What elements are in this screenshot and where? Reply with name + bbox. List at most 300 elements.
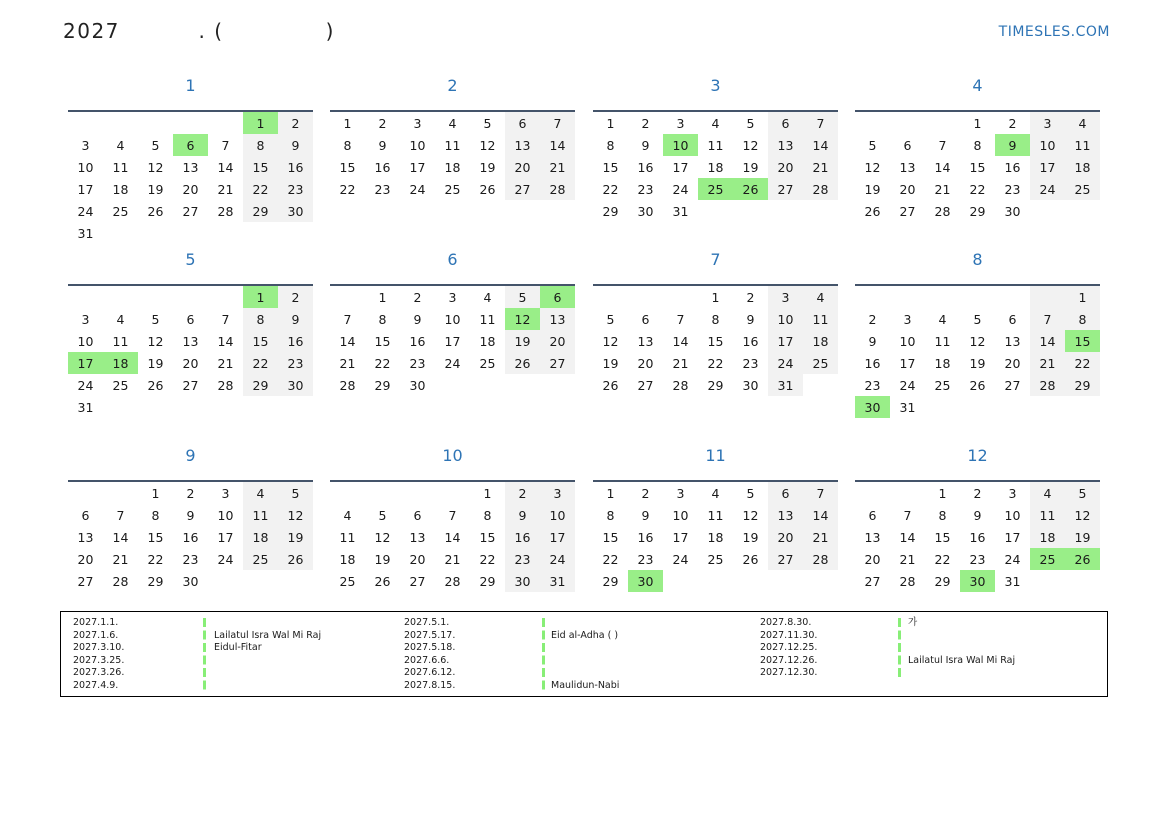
day-cell: 8: [938, 507, 947, 523]
empty-cell: [208, 111, 243, 134]
week-row: [68, 570, 313, 592]
day-cell: 2: [868, 311, 877, 327]
day-cell: 17: [672, 529, 689, 545]
day-cell: 3: [676, 485, 685, 501]
legend-names-col-3: [908, 617, 1015, 680]
empty-cell: [138, 111, 173, 134]
day-cell: 27: [77, 573, 94, 589]
day-cell: 25: [112, 203, 129, 219]
day-cell: 9: [505, 504, 540, 526]
month-block: [330, 76, 575, 200]
week-row: [593, 111, 838, 134]
day-cell: 11: [803, 308, 838, 330]
day-cell: 6: [173, 134, 208, 156]
day-cell: 4: [711, 115, 720, 131]
day-cell: 16: [505, 526, 540, 548]
day-cell: 10: [217, 507, 234, 523]
day-cell: 24: [217, 551, 234, 567]
day-cell: 1: [243, 111, 278, 134]
legend-name: [551, 642, 619, 655]
empty-cell: [365, 481, 400, 504]
day-cell: 12: [742, 507, 759, 523]
empty-cell: [138, 285, 173, 308]
day-cell: 25: [444, 181, 461, 197]
week-row: [68, 134, 313, 156]
day-cell: 20: [77, 551, 94, 567]
day-cell: 19: [969, 355, 986, 371]
day-cell: 24: [1030, 178, 1065, 200]
month-name: 8: [972, 250, 983, 269]
day-cell: 27: [768, 548, 803, 570]
day-cell: 5: [378, 507, 387, 523]
day-cell: 15: [479, 529, 496, 545]
week-row: [330, 285, 575, 308]
day-cell: 15: [969, 159, 986, 175]
day-cell: 9: [186, 507, 195, 523]
day-cell: 13: [637, 333, 654, 349]
legend-date: 2027.1.1.: [73, 617, 119, 628]
day-cell: 22: [1065, 352, 1100, 374]
month-name: 1: [185, 76, 196, 95]
day-cell: 17: [217, 529, 234, 545]
day-cell: 2: [641, 115, 650, 131]
month-name: 10: [442, 446, 463, 465]
day-cell: 28: [934, 203, 951, 219]
month-block: [68, 446, 313, 592]
month-block: [593, 76, 838, 222]
day-cell: 18: [1065, 156, 1100, 178]
day-cell: 9: [868, 333, 877, 349]
legend-date: 2027.3.26.: [73, 667, 125, 678]
day-cell: 5: [1065, 481, 1100, 504]
month-block: [68, 76, 313, 244]
day-cell: 23: [637, 551, 654, 567]
day-cell: 20: [182, 181, 199, 197]
empty-cell: [208, 222, 243, 244]
empty-cell: [995, 285, 1030, 308]
day-cell: 27: [505, 178, 540, 200]
day-cell: 16: [409, 333, 426, 349]
day-cell: 15: [1065, 330, 1100, 352]
day-cell: 8: [243, 308, 278, 330]
week-row: [593, 504, 838, 526]
legend-date: 2027.6.6.: [404, 654, 450, 666]
day-cell: 24: [672, 181, 689, 197]
day-cell: 3: [81, 137, 90, 153]
legend-date: 2027.12.30.: [760, 667, 818, 678]
day-cell: 31: [540, 570, 575, 592]
day-cell: 3: [81, 311, 90, 327]
day-cell: 9: [641, 507, 650, 523]
empty-cell: [208, 396, 243, 418]
empty-cell: [855, 481, 890, 504]
day-cell: 28: [672, 377, 689, 393]
day-cell: 22: [934, 551, 951, 567]
day-cell: 25: [339, 573, 356, 589]
day-cell: 24: [409, 181, 426, 197]
day-cell: 11: [707, 507, 724, 523]
day-cell: 20: [864, 551, 881, 567]
day-cell: 23: [637, 181, 654, 197]
week-row: [68, 200, 313, 222]
day-cell: 11: [112, 333, 129, 349]
week-row: [855, 111, 1100, 134]
month-grid: [855, 110, 1100, 222]
week-row: [593, 352, 838, 374]
week-row: [330, 548, 575, 570]
day-cell: 13: [505, 134, 540, 156]
day-cell: 15: [339, 159, 356, 175]
day-cell: 19: [278, 526, 313, 548]
empty-cell: [890, 111, 925, 134]
day-cell: 17: [899, 355, 916, 371]
week-row: [330, 308, 575, 330]
month-name: 3: [710, 76, 721, 95]
day-cell: 23: [742, 355, 759, 371]
day-cell: 10: [77, 159, 94, 175]
day-cell: 5: [278, 481, 313, 504]
empty-cell: [103, 285, 138, 308]
day-cell: 19: [602, 355, 619, 371]
legend-date: 2027.11.30.: [760, 629, 818, 641]
day-cell: 16: [182, 529, 199, 545]
day-cell: 16: [637, 529, 654, 545]
day-cell: 14: [803, 134, 838, 156]
day-cell: 7: [1030, 308, 1065, 330]
day-cell: 26: [374, 573, 391, 589]
day-cell: 4: [343, 507, 352, 523]
month-name: 11: [705, 446, 726, 465]
day-cell: 21: [1030, 352, 1065, 374]
day-cell: 17: [1004, 529, 1021, 545]
day-cell: 8: [1065, 308, 1100, 330]
empty-cell: [400, 481, 435, 504]
day-cell: 28: [1030, 374, 1065, 396]
day-cell: 29: [243, 200, 278, 222]
day-cell: 12: [278, 504, 313, 526]
day-cell: 19: [864, 181, 881, 197]
day-cell: 30: [1004, 203, 1021, 219]
legend-name: [551, 655, 619, 668]
week-row: [68, 308, 313, 330]
day-cell: 14: [803, 504, 838, 526]
day-cell: 20: [768, 156, 803, 178]
day-cell: 5: [151, 311, 160, 327]
day-cell: 14: [217, 159, 234, 175]
day-cell: 19: [505, 330, 540, 352]
day-cell: 23: [278, 178, 313, 200]
day-cell: 27: [768, 178, 803, 200]
week-row: [855, 526, 1100, 548]
day-cell: 11: [339, 529, 356, 545]
day-cell: 18: [934, 355, 951, 371]
legend-name: [908, 667, 1015, 680]
day-cell: 7: [221, 137, 230, 153]
empty-cell: [435, 481, 470, 504]
month-grid: [330, 110, 575, 200]
empty-cell: [173, 222, 208, 244]
legend-date: 2027.4.9.: [73, 679, 119, 691]
day-cell: 14: [672, 333, 689, 349]
day-cell: 18: [707, 159, 724, 175]
empty-cell: [925, 285, 960, 308]
day-cell: 13: [768, 504, 803, 526]
day-cell: 26: [733, 178, 768, 200]
legend-name: Maulidun-Nabi: [551, 679, 620, 691]
day-cell: 8: [343, 137, 352, 153]
day-cell: 29: [374, 377, 391, 393]
day-cell: 15: [147, 529, 164, 545]
day-cell: 6: [868, 507, 877, 523]
day-cell: 20: [505, 156, 540, 178]
empty-cell: [960, 285, 995, 308]
empty-cell: [278, 396, 313, 418]
empty-cell: [435, 374, 470, 396]
day-cell: 1: [711, 289, 720, 305]
day-cell: 20: [768, 526, 803, 548]
day-cell: 19: [374, 551, 391, 567]
week-row: [68, 178, 313, 200]
empty-cell: [1030, 200, 1065, 222]
day-cell: 29: [1065, 374, 1100, 396]
day-cell: 26: [969, 377, 986, 393]
day-cell: 18: [112, 181, 129, 197]
week-row: [855, 374, 1100, 396]
day-cell: 3: [413, 115, 422, 131]
empty-cell: [138, 222, 173, 244]
day-cell: 10: [77, 333, 94, 349]
legend-date: 2027.12.25.: [760, 642, 818, 653]
day-cell: 5: [973, 311, 982, 327]
day-cell: 30: [409, 377, 426, 393]
day-cell: 26: [278, 548, 313, 570]
day-cell: 28: [803, 178, 838, 200]
day-cell: 4: [803, 285, 838, 308]
day-cell: 24: [768, 352, 803, 374]
legend-color-bar: [542, 618, 545, 692]
day-cell: 21: [217, 355, 234, 371]
day-cell: 25: [112, 377, 129, 393]
day-cell: 6: [1008, 311, 1017, 327]
empty-cell: [243, 396, 278, 418]
month-grid: [593, 480, 838, 592]
day-cell: 4: [116, 137, 125, 153]
day-cell: 8: [606, 507, 615, 523]
day-cell: 17: [444, 333, 461, 349]
day-cell: 18: [803, 330, 838, 352]
day-cell: 12: [969, 333, 986, 349]
day-cell: 19: [742, 529, 759, 545]
day-cell: 26: [147, 203, 164, 219]
empty-cell: [663, 570, 698, 592]
day-cell: 21: [672, 355, 689, 371]
day-cell: 3: [1030, 111, 1065, 134]
day-cell: 3: [221, 485, 230, 501]
day-cell: 6: [413, 507, 422, 523]
day-cell: 17: [1030, 156, 1065, 178]
day-cell: 13: [540, 308, 575, 330]
week-row: [330, 156, 575, 178]
day-cell: 27: [540, 352, 575, 374]
day-cell: 2: [278, 285, 313, 308]
week-row: [68, 352, 313, 374]
legend-name: [551, 617, 619, 630]
day-cell: 29: [243, 374, 278, 396]
day-cell: 8: [243, 134, 278, 156]
empty-cell: [1030, 570, 1065, 592]
day-cell: 8: [606, 137, 615, 153]
day-cell: 23: [1004, 181, 1021, 197]
empty-cell: [698, 200, 733, 222]
day-cell: 9: [378, 137, 387, 153]
brand-link[interactable]: TIMESLES.COM: [998, 24, 1110, 40]
day-cell: 6: [768, 481, 803, 504]
day-cell: 27: [182, 377, 199, 393]
week-row: [593, 285, 838, 308]
day-cell: 1: [483, 485, 492, 501]
week-row: [68, 481, 313, 504]
day-cell: 12: [602, 333, 619, 349]
day-cell: 2: [186, 485, 195, 501]
week-row: [855, 285, 1100, 308]
day-cell: 30: [505, 570, 540, 592]
day-cell: 6: [81, 507, 90, 523]
week-row: [593, 374, 838, 396]
legend-name: [551, 667, 619, 680]
day-cell: 9: [413, 311, 422, 327]
day-cell: 31: [77, 399, 94, 415]
empty-cell: [103, 396, 138, 418]
day-cell: 8: [483, 507, 492, 523]
empty-cell: [593, 285, 628, 308]
week-row: [68, 285, 313, 308]
week-row: [855, 178, 1100, 200]
day-cell: 2: [505, 481, 540, 504]
day-cell: 17: [672, 159, 689, 175]
day-cell: 16: [637, 159, 654, 175]
week-row: [330, 481, 575, 504]
week-row: [330, 526, 575, 548]
month-grid: [593, 110, 838, 222]
day-cell: 1: [343, 115, 352, 131]
day-cell: 20: [182, 355, 199, 371]
day-cell: 10: [899, 333, 916, 349]
empty-cell: [733, 570, 768, 592]
month-block: [855, 250, 1100, 418]
day-cell: 1: [378, 289, 387, 305]
day-cell: 30: [742, 377, 759, 393]
empty-cell: [890, 285, 925, 308]
day-cell: 13: [768, 134, 803, 156]
day-cell: 5: [606, 311, 615, 327]
legend-name: [214, 617, 321, 630]
week-row: [855, 570, 1100, 592]
week-row: [593, 308, 838, 330]
week-row: [330, 352, 575, 374]
day-cell: 30: [628, 570, 663, 592]
day-cell: 28: [217, 377, 234, 393]
day-cell: 31: [768, 374, 803, 396]
week-row: [855, 308, 1100, 330]
day-cell: 5: [483, 115, 492, 131]
legend-dates-col-3: [760, 617, 817, 680]
day-cell: 10: [663, 134, 698, 156]
day-cell: 18: [243, 526, 278, 548]
day-cell: 10: [768, 308, 803, 330]
day-cell: 8: [973, 137, 982, 153]
month-name: 4: [972, 76, 983, 95]
month-block: [855, 76, 1100, 222]
empty-cell: [628, 285, 663, 308]
day-cell: 19: [479, 159, 496, 175]
day-cell: 4: [1065, 111, 1100, 134]
day-cell: 28: [339, 377, 356, 393]
day-cell: 24: [540, 548, 575, 570]
day-cell: 27: [864, 573, 881, 589]
day-cell: 24: [899, 377, 916, 393]
day-cell: 22: [243, 352, 278, 374]
month-grid: [855, 480, 1100, 592]
day-cell: 27: [182, 203, 199, 219]
day-cell: 24: [77, 377, 94, 393]
legend-names-col-2: [551, 617, 619, 692]
day-cell: 12: [505, 308, 540, 330]
empty-cell: [855, 285, 890, 308]
week-row: [330, 330, 575, 352]
legend-date: 2027.12.26.: [760, 654, 818, 666]
day-cell: 7: [903, 507, 912, 523]
day-cell: 27: [637, 377, 654, 393]
day-cell: 15: [243, 156, 278, 178]
day-cell: 10: [672, 507, 689, 523]
empty-cell: [278, 222, 313, 244]
day-cell: 16: [742, 333, 759, 349]
month-block: [593, 446, 838, 592]
empty-cell: [68, 481, 103, 504]
day-cell: 29: [707, 377, 724, 393]
week-row: [593, 548, 838, 570]
empty-cell: [803, 570, 838, 592]
month-grid: [68, 110, 313, 244]
empty-cell: [768, 570, 803, 592]
legend-name: Lailatul Isra Wal Mi Raj: [214, 629, 322, 641]
day-cell: 19: [147, 355, 164, 371]
empty-cell: [1030, 285, 1065, 308]
day-cell: 29: [147, 573, 164, 589]
day-cell: 13: [182, 159, 199, 175]
month-grid: [68, 284, 313, 418]
legend-color-bar: [203, 618, 206, 692]
empty-cell: [925, 396, 960, 418]
day-cell: 24: [1004, 551, 1021, 567]
month-grid: [330, 284, 575, 396]
day-cell: 4: [243, 481, 278, 504]
day-cell: 7: [540, 111, 575, 134]
week-row: [593, 526, 838, 548]
day-cell: 9: [641, 137, 650, 153]
week-row: [68, 504, 313, 526]
day-cell: 11: [934, 333, 951, 349]
day-cell: 23: [864, 377, 881, 393]
day-cell: 7: [803, 111, 838, 134]
day-cell: 8: [378, 311, 387, 327]
day-cell: 25: [1030, 548, 1065, 570]
day-cell: 30: [278, 374, 313, 396]
day-cell: 8: [151, 507, 160, 523]
day-cell: 12: [479, 137, 496, 153]
day-cell: 21: [803, 156, 838, 178]
day-cell: 27: [409, 573, 426, 589]
